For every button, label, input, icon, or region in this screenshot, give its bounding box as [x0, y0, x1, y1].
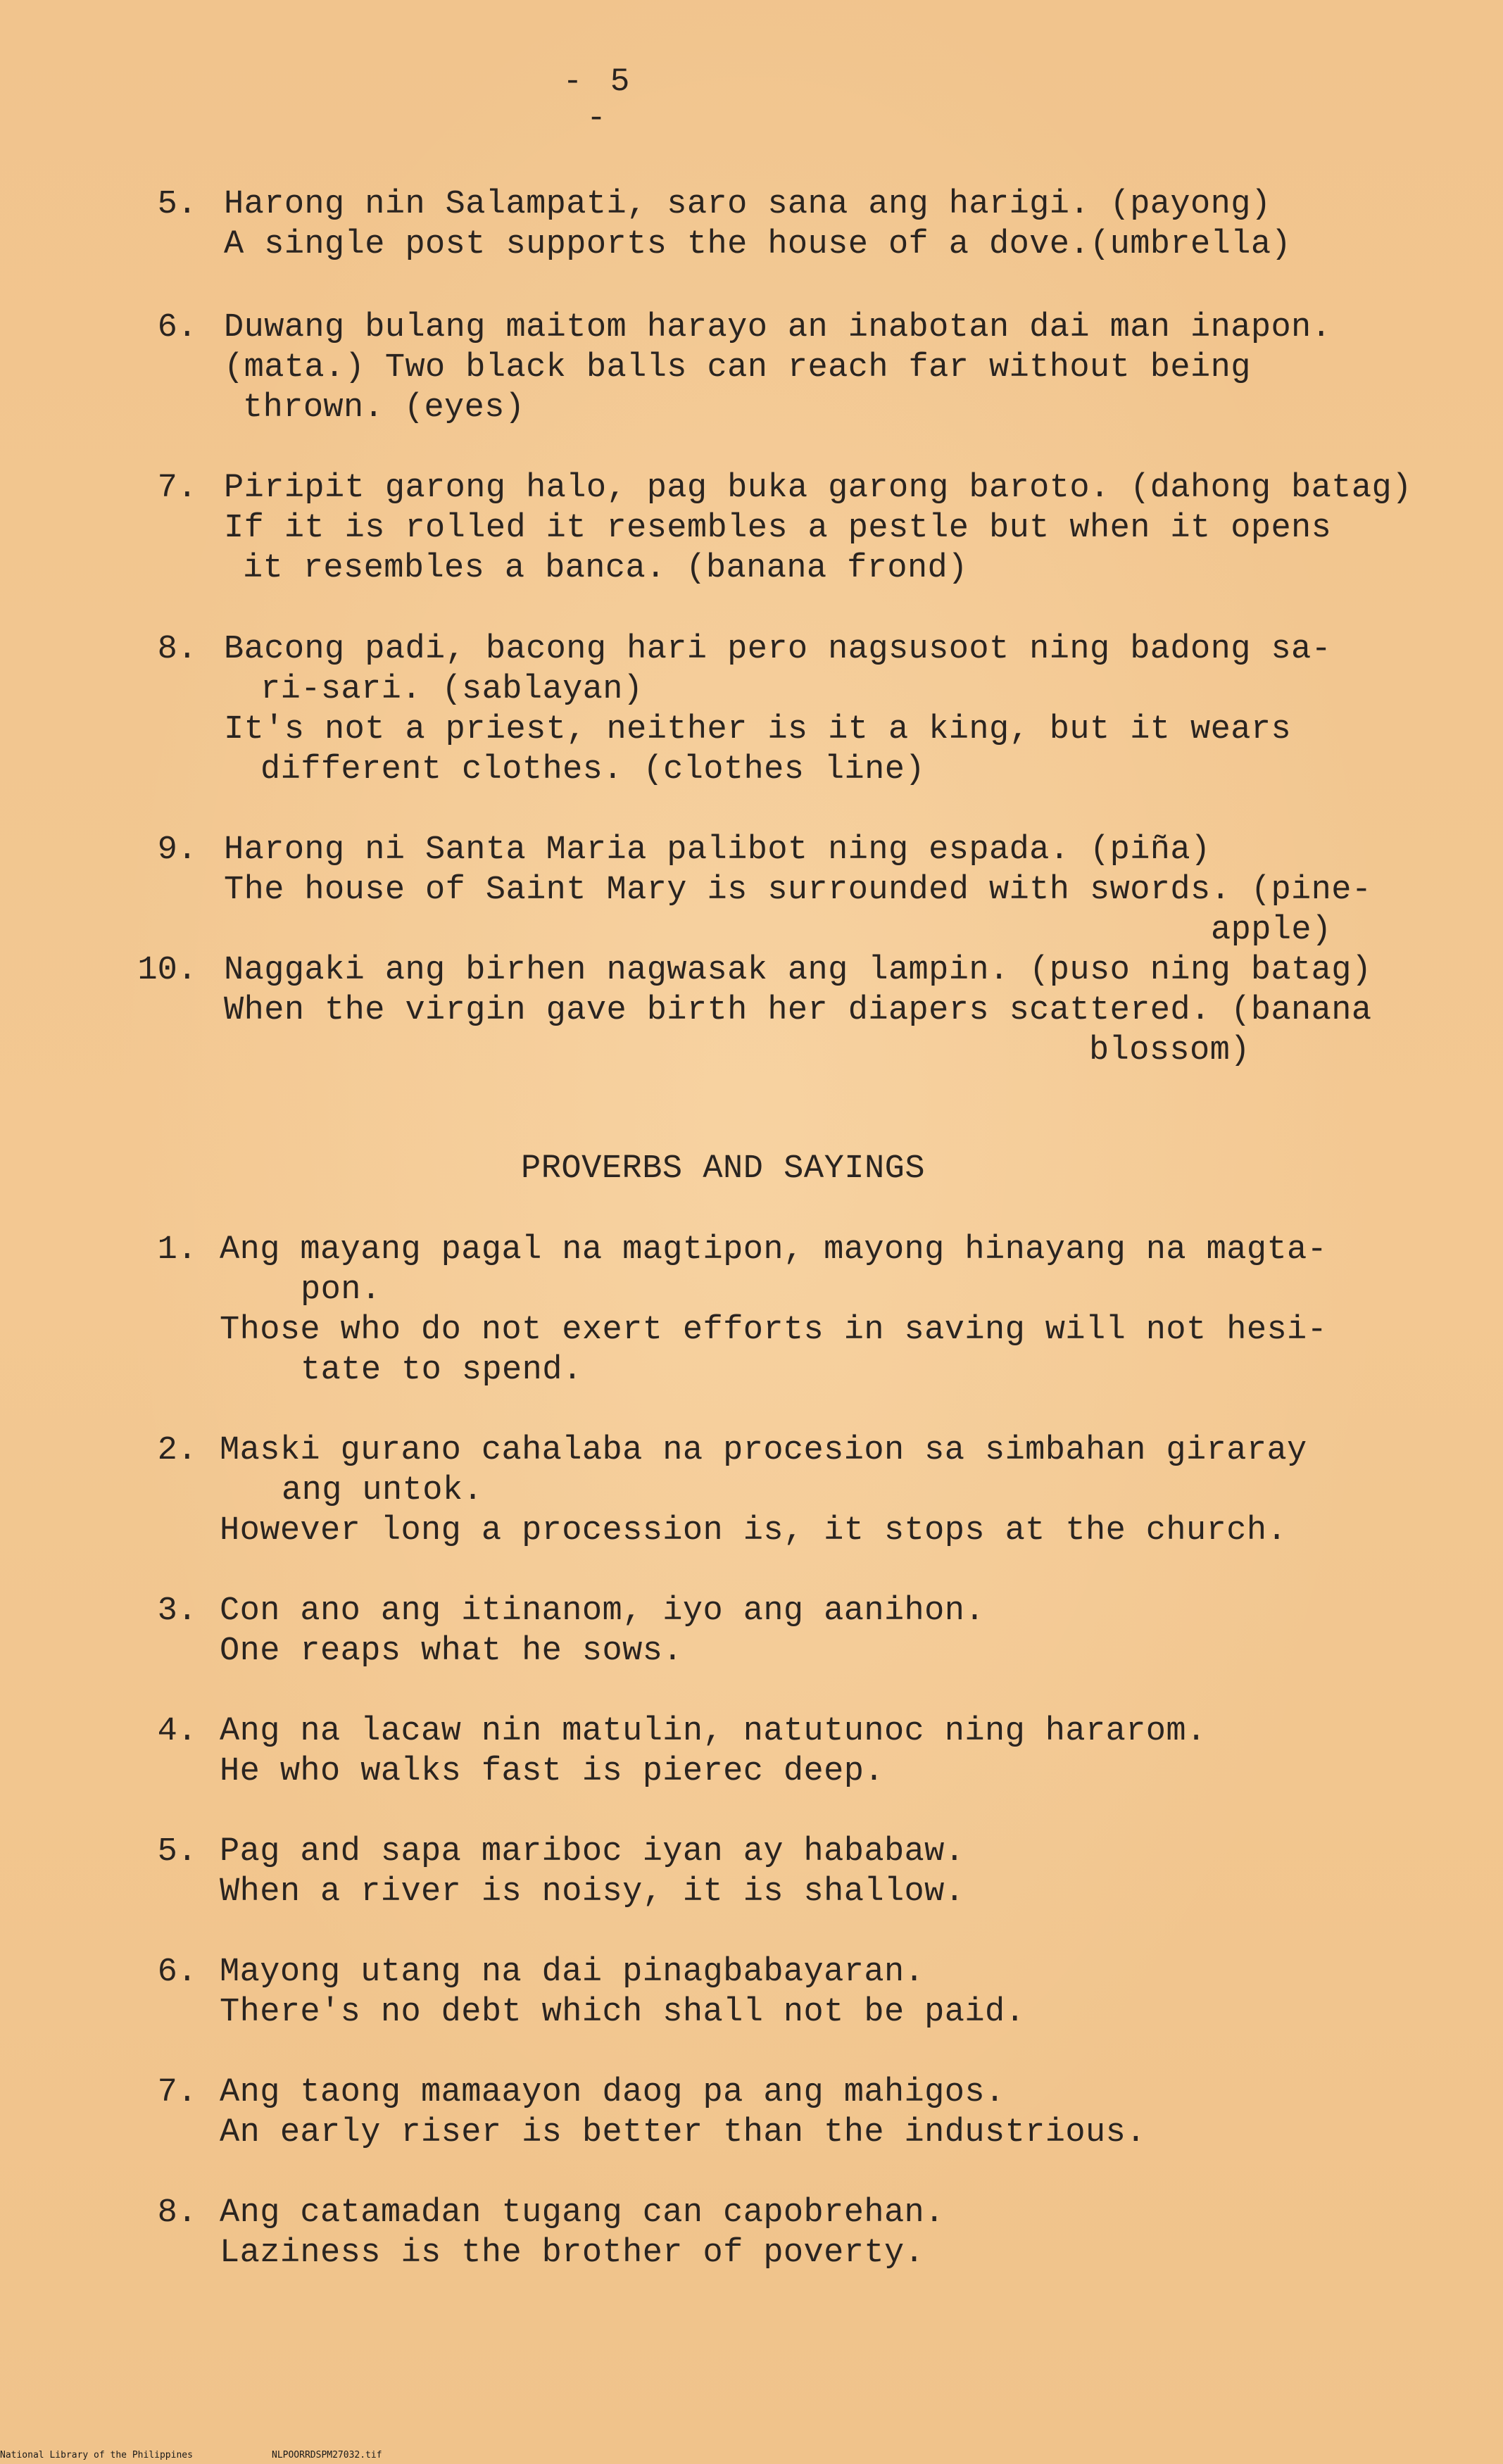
proverb-line: tate to spend. — [301, 1352, 583, 1389]
proverb-line: Con ano ang itinanom, iyo ang aanihon. — [220, 1592, 985, 1630]
proverb-number: 4. — [157, 1713, 197, 1750]
riddle-line: apple) — [1211, 912, 1332, 949]
riddle-line: ri-sari. (sablayan) — [260, 671, 643, 708]
proverb-line: Maski gurano cahalaba na procesion sa simbahan giraray — [220, 1432, 1307, 1469]
riddle-number: 6. — [157, 309, 197, 346]
riddle-line: It's not a priest, neither is it a king, but it wears — [224, 711, 1292, 748]
riddle-number: 7. — [157, 470, 197, 507]
riddle-line: Piripit garong halo, pag buka garong baroto. (dahong batag) — [224, 470, 1412, 507]
proverb-line: Ang mayang pagal na magtipon, mayong hinayang na magta- — [220, 1231, 1328, 1269]
riddle-line: A single post supports the house of a dove.(umbrella) — [224, 226, 1292, 263]
riddle-line: Bacong padi, bacong hari pero nagsusoot ning badong sa- — [224, 631, 1332, 668]
proverb-line: Ang na lacaw nin matulin, natutunoc ning hararom. — [220, 1713, 1207, 1750]
proverb-line: When a river is noisy, it is shallow. — [220, 1873, 965, 1911]
proverb-line: Ang catamadan tugang can capobrehan. — [220, 2194, 945, 2232]
proverb-line: There's no debt which shall not be paid. — [220, 1994, 1026, 2031]
riddle-line: Harong nin Salampati, saro sana ang harigi. (payong) — [224, 186, 1271, 223]
footer-library: National Library of the Philippines — [0, 2450, 193, 2460]
proverb-line: ang untok. — [282, 1472, 484, 1509]
riddle-number: 5. — [157, 186, 197, 223]
proverb-line: Laziness is the brother of poverty. — [220, 2234, 925, 2272]
proverb-line: One reaps what he sows. — [220, 1633, 683, 1670]
riddle-line: The house of Saint Mary is surrounded with swords. (pine- — [224, 872, 1372, 909]
proverb-line: Those who do not exert efforts in saving will not hesi- — [220, 1312, 1328, 1349]
riddle-line: Harong ni Santa Maria palibot ning espada. (piña) — [224, 831, 1211, 869]
proverb-number: 7. — [157, 2074, 197, 2111]
riddle-number: 9. — [157, 831, 197, 869]
proverb-number: 3. — [157, 1592, 197, 1630]
riddle-line: Duwang bulang maitom harayo an inabotan dai man inapon. — [224, 309, 1332, 346]
page-number: - 5 - — [562, 63, 634, 137]
proverb-line: He who walks fast is pierec deep. — [220, 1753, 884, 1790]
proverb-number: 1. — [157, 1231, 197, 1269]
proverb-number: 2. — [157, 1432, 197, 1469]
proverb-number: 6. — [157, 1954, 197, 1991]
proverb-number: 5. — [157, 1833, 197, 1871]
riddle-line: it resembles a banca. (banana frond) — [243, 550, 968, 587]
riddle-line: blossom) — [1089, 1032, 1250, 1069]
riddle-line: Naggaki ang birhen nagwasak ang lampin. (puso ning batag) — [224, 952, 1372, 989]
proverb-line: pon. — [301, 1271, 382, 1309]
proverb-line: Ang taong mamaayon daog pa ang mahigos. — [220, 2074, 1005, 2111]
riddle-number: 8. — [157, 631, 197, 668]
riddle-line: thrown. (eyes) — [243, 389, 525, 427]
footer-file-id: NLPOORRDSPM27032.tif — [272, 2450, 382, 2460]
proverb-line: Mayong utang na dai pinagbabayaran. — [220, 1954, 925, 1991]
proverb-number: 8. — [157, 2194, 197, 2232]
riddle-line: different clothes. (clothes line) — [260, 751, 925, 788]
section-heading: PROVERBS AND SAYINGS — [521, 1150, 926, 1188]
riddle-line: If it is rolled it resembles a pestle but when it opens — [224, 510, 1332, 547]
proverb-line: An early riser is better than the industrious. — [220, 2114, 1146, 2151]
riddle-line: When the virgin gave birth her diapers scattered. (banana — [224, 992, 1372, 1029]
proverb-line: However long a procession is, it stops at the church. — [220, 1512, 1288, 1550]
proverb-line: Pag and sapa mariboc iyan ay hababaw. — [220, 1833, 965, 1871]
riddle-line: (mata.) Two black balls can reach far without being — [224, 349, 1251, 386]
riddle-number: 10. — [137, 952, 197, 989]
